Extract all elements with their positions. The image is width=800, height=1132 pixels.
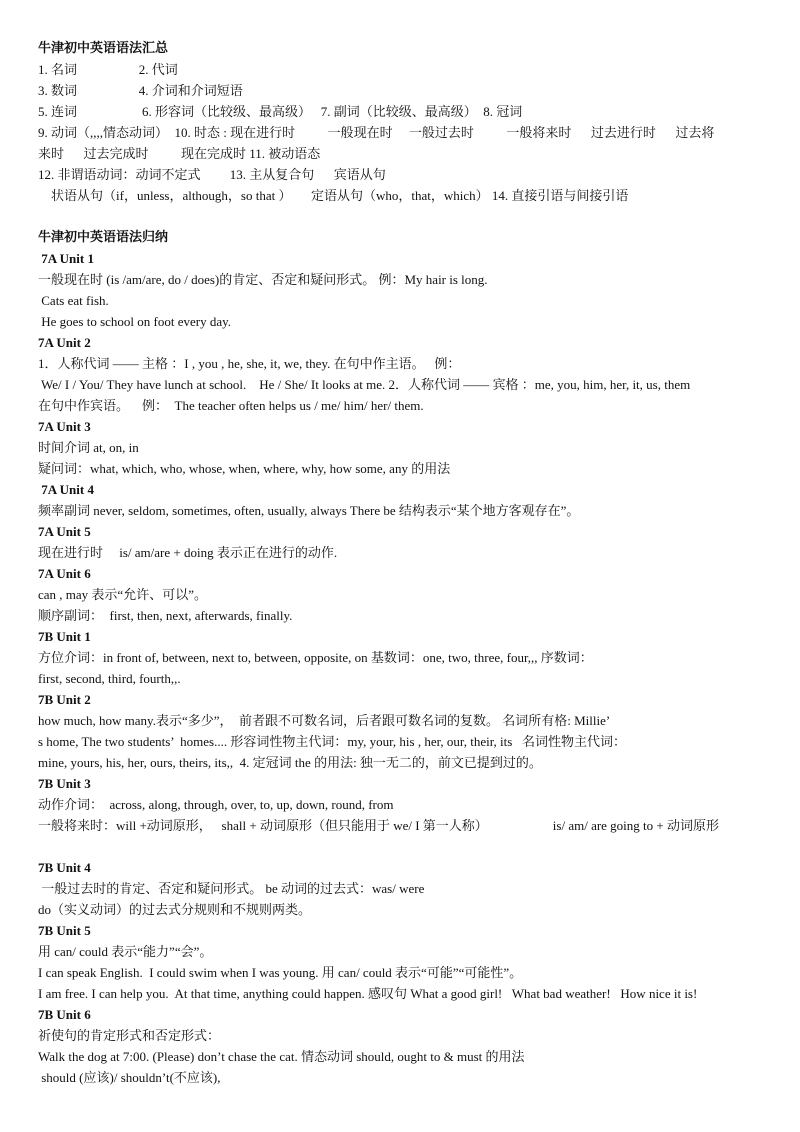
unit-section [38, 920, 768, 1004]
document-page [38, 38, 768, 1088]
summary-title: 牛津初中英语语法汇总 [38, 41, 169, 56]
unit-heading: 7A Unit 5 [38, 524, 91, 539]
unit-line: 时间介词 at, on, in [38, 440, 139, 455]
unit-line [38, 836, 768, 857]
unit-section [38, 416, 768, 479]
unit-heading: 7B Unit 2 [38, 692, 91, 707]
unit-heading: 7A Unit 6 [38, 566, 91, 581]
unit-line: 一般过去时的肯定、否定和疑问形式。 be 动词的过去式：was/ were [38, 881, 425, 896]
unit-line: first, second, third, fourth,,. [38, 671, 181, 686]
summary-line: 状语从句（if，unless，although，so that ） 定语从句（who，that，which） 14. 直接引语与间接引语 [38, 188, 629, 203]
unit-line: s home, The two students’ homes.... 形容词性物主代词：my, your, his , her, our, their, its 名词性物主代词： [38, 734, 627, 749]
unit-heading: 7B Unit 5 [38, 923, 91, 938]
spacer [38, 206, 768, 227]
summary-line: 9. 动词（,,,,情态动词） 10. 时态 : 现在进行时 一般现在时 一般过去时 一般将来时 过去进行时 过去将 [38, 125, 715, 140]
unit-section [38, 479, 768, 521]
unit-line: should (应该)/ shouldn’t(不应该), [38, 1070, 221, 1085]
unit-line: 疑问词：what, which, who, whose, when, where, why, how some, any 的用法 [38, 461, 451, 476]
unit-line: 一般将来时：will +动词原形， shall + 动词原形（但只能用于 we/ I 第一人称） is/ am/ are going to + 动词原形 [38, 818, 719, 833]
unit-section [38, 689, 768, 773]
unit-line: 现在进行时 is/ am/are + doing 表示正在进行的动作. [38, 545, 338, 560]
unit-heading: 7A Unit 3 [38, 419, 91, 434]
unit-section [38, 857, 768, 920]
unit-line: 用 can/ could 表示“能力”“会”。 [38, 944, 213, 959]
summary-line: 来时 过去完成时 现在完成时 11. 被动语态 [38, 146, 321, 161]
summary-list [38, 59, 768, 206]
unit-heading: 7B Unit 6 [38, 1007, 91, 1022]
unit-section [38, 563, 768, 626]
unit-heading: 7B Unit 1 [38, 629, 91, 644]
unit-section [38, 332, 768, 416]
summary-line: 1. 名词 2. 代词 [38, 62, 178, 77]
unit-section [38, 1004, 768, 1088]
summary-line: 3. 数词 4. 介词和介词短语 [38, 83, 243, 98]
unit-line: 一般现在时 (is /am/are, do / does)的肯定、否定和疑问形式。 例：My hair is long. [38, 272, 488, 287]
unit-heading: 7A Unit 2 [38, 335, 91, 350]
overview-title: 牛津初中英语语法归纳 [38, 230, 169, 245]
unit-line: do（实义动词）的过去式分规则和不规则两类。 [38, 902, 312, 917]
unit-line: can , may 表示“允许、可以”。 [38, 587, 207, 602]
unit-line: I can speak English. I could swim when I was young. 用 can/ could 表示“可能”“可能性”。 [38, 965, 523, 980]
unit-line: 顺序副词： first, then, next, afterwards, finally. [38, 608, 293, 623]
summary-line: 12. 非谓语动词：动词不定式 13. 主从复合句 宾语从句 [38, 167, 386, 182]
unit-section [38, 773, 768, 857]
summary-line: 5. 连词 6. 形容词（比较级、最高级） 7. 副词（比较级、最高级） 8. 冠词 [38, 104, 523, 119]
unit-heading: 7B Unit 4 [38, 860, 91, 875]
unit-section [38, 626, 768, 689]
unit-line: Cats eat fish. [38, 293, 109, 308]
unit-line: 祈使句的肯定形式和否定形式： [38, 1028, 221, 1043]
unit-line: how much, how many.表示“多少”， 前者跟不可数名词，后者跟可数名词的复数。 名词所有格: Millie’ [38, 713, 611, 728]
unit-line: 方位介词：in front of, between, next to, between, opposite, on 基数词：one, two, three, four,,, 序数词： [38, 650, 593, 665]
unit-sections [38, 248, 768, 1088]
unit-line: 动作介词： across, along, through, over, to, up, down, round, from [38, 797, 394, 812]
unit-section [38, 521, 768, 563]
unit-line: 1．人称代词 —— 主格 ：I , you , he, she, it, we, they. 在句中作主语。 例： [38, 356, 461, 371]
unit-line: He goes to school on foot every day. [38, 314, 232, 329]
unit-line: Walk the dog at 7:00. (Please) don’t chase the cat. 情态动词 should, ought to & must 的用法 [38, 1049, 525, 1064]
unit-heading: 7A Unit 4 [38, 482, 94, 497]
unit-line: We/ I / You/ They have lunch at school. He / She/ It looks at me. 2．人称代词 —— 宾格 ：me, you, him, her, it, us, them [38, 377, 691, 392]
unit-line: 频率副词 never, seldom, sometimes, often, usually, always There be 结构表示“某个地方客观存在”。 [38, 503, 580, 518]
unit-line: 在句中作宾语。 例： The teacher often helps us / me/ him/ her/ them. [38, 398, 424, 413]
unit-section [38, 248, 768, 332]
unit-heading: 7B Unit 3 [38, 776, 91, 791]
unit-line: I am free. I can help you. At that time, anything could happen. 感叹句 What a good girl! What bad weather! How nice it is! [38, 986, 698, 1001]
unit-heading: 7A Unit 1 [38, 251, 94, 266]
unit-line: mine, yours, his, her, ours, theirs, its,, 4. 定冠词 the 的用法: 独一无二的，前文已提到过的。 [38, 755, 542, 770]
